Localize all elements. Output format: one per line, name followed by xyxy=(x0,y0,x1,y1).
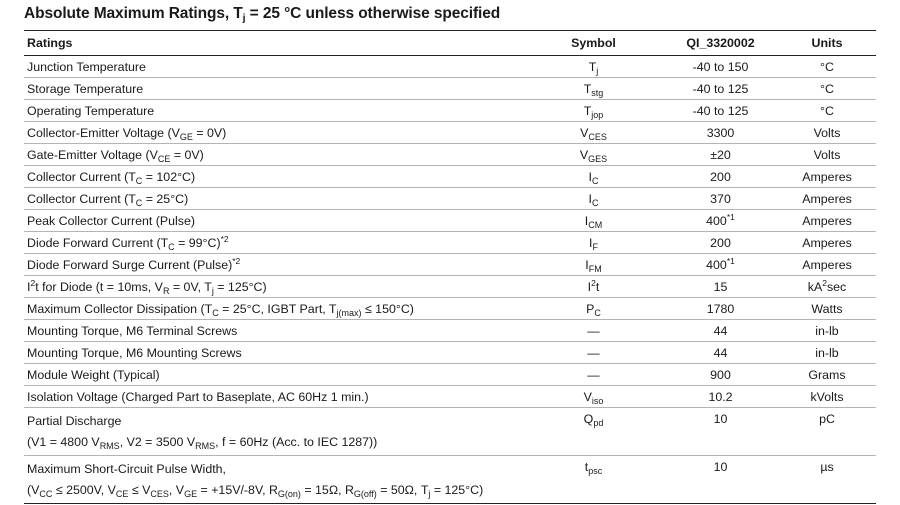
symbol-cell: — xyxy=(521,364,663,386)
rating-cell: Gate-Emitter Voltage $(V_{CE} = 0V)$ xyxy=(24,144,521,166)
symbol-cell: $T_{stg}$ xyxy=(521,78,663,100)
symbol-cell: $Q_{pd}$ xyxy=(521,408,663,456)
unit-cell: °C xyxy=(775,100,876,122)
rating-cell: Peak Collector Current (Pulse) xyxy=(24,210,521,232)
symbol-cell: $I_{CM}$ xyxy=(521,210,663,232)
symbol-cell: $I_C$ xyxy=(521,166,663,188)
table-row xyxy=(24,456,876,504)
table-row xyxy=(24,78,876,100)
table-row xyxy=(24,232,876,254)
value-cell: 200 xyxy=(663,166,775,188)
symbol-cell: $V_{GES}$ xyxy=(521,144,663,166)
header-row xyxy=(24,31,876,56)
symbol-cell: $T_j$ xyxy=(521,56,663,78)
rating-cell: Collector-Emitter Voltage $(V_{GE} = 0V)$ xyxy=(24,122,521,144)
table-row xyxy=(24,122,876,144)
value-cell: -40 to 125 xyxy=(663,100,775,122)
absolute-maximum-ratings-table xyxy=(24,30,876,504)
unit-cell: in-lb xyxy=(775,320,876,342)
symbol-cell: $V_{iso}$ xyxy=(521,386,663,408)
table-row xyxy=(24,386,876,408)
table-row xyxy=(24,56,876,78)
rating-cell: Mounting Torque, M6 Mounting Screws xyxy=(24,342,521,364)
value-cell: -40 to 150 xyxy=(663,56,775,78)
symbol-cell: $T_{jop}$ xyxy=(521,100,663,122)
unit-cell: $kA^2\sec$ xyxy=(775,276,876,298)
table-row xyxy=(24,166,876,188)
unit-cell: °C xyxy=(775,78,876,100)
table-row xyxy=(24,364,876,386)
unit-cell: Watts xyxy=(775,298,876,320)
title-suffix: = 25 °C unless otherwise specified xyxy=(245,5,501,22)
column-header-symbol: Symbol xyxy=(521,31,663,56)
value-cell: 400$^{*1}$ xyxy=(663,254,775,276)
rating-cell: Mounting Torque, M6 Terminal Screws xyxy=(24,320,521,342)
title-text: Absolute Maximum Ratings, T xyxy=(24,5,243,22)
value-cell: 3300 xyxy=(663,122,775,144)
table-row xyxy=(24,408,876,456)
unit-cell: °C xyxy=(775,56,876,78)
unit-cell: Amperes xyxy=(775,166,876,188)
table-row xyxy=(24,188,876,210)
unit-cell: Volts xyxy=(775,144,876,166)
symbol-cell: $I_F$ xyxy=(521,232,663,254)
table-row xyxy=(24,298,876,320)
unit-cell: µs xyxy=(775,456,876,504)
rating-cell: Diode Forward Surge Current (Pulse)$^{*2}$ xyxy=(24,254,521,276)
value-cell: ±20 xyxy=(663,144,775,166)
table-title xyxy=(24,5,500,23)
value-cell: 400$^{*1}$ xyxy=(663,210,775,232)
rating-cell: Junction Temperature xyxy=(24,56,521,78)
value-cell: 200 xyxy=(663,232,775,254)
value-cell: -40 to 125 xyxy=(663,78,775,100)
value-cell: 10 xyxy=(663,456,775,504)
rating-cell: $I^2t$ for Diode (t = 10ms, $V_R = 0V$, $T_j = 125^\circ C$) xyxy=(24,276,521,298)
unit-cell: Amperes xyxy=(775,210,876,232)
symbol-cell: $P_C$ xyxy=(521,298,663,320)
value-cell: 44 xyxy=(663,320,775,342)
table-body xyxy=(24,56,876,504)
value-cell: 900 xyxy=(663,364,775,386)
symbol-cell: $I_{FM}$ xyxy=(521,254,663,276)
unit-cell: Amperes xyxy=(775,188,876,210)
column-header-part-number: QI_3320002 xyxy=(663,31,775,56)
unit-cell: in-lb xyxy=(775,342,876,364)
table-row xyxy=(24,254,876,276)
unit-cell: Volts xyxy=(775,122,876,144)
value-cell: 370 xyxy=(663,188,775,210)
table-row xyxy=(24,320,876,342)
rating-cell: Module Weight (Typical) xyxy=(24,364,521,386)
rating-cell: Partial Discharge (V1 = 4800 $V_{RMS}$, V2 = 3500 $V_{RMS}$, f = 60Hz (Acc. to IEC 1287)) xyxy=(24,408,521,456)
table-row xyxy=(24,100,876,122)
table-row xyxy=(24,276,876,298)
unit-cell: Amperes xyxy=(775,254,876,276)
title-subscript: j xyxy=(242,12,246,24)
table-row xyxy=(24,342,876,364)
column-header-units: Units xyxy=(775,31,876,56)
unit-cell: Grams xyxy=(775,364,876,386)
rating-cell: Storage Temperature xyxy=(24,78,521,100)
column-header-ratings: Ratings xyxy=(24,31,521,56)
value-cell: 44 xyxy=(663,342,775,364)
symbol-cell: — xyxy=(521,320,663,342)
table-row xyxy=(24,144,876,166)
rating-cell: Maximum Collector Dissipation ($T_C = 25^\circ C$, IGBT Part, $T_{j(max)} \le 150^\circ C$) xyxy=(24,298,521,320)
unit-cell: Amperes xyxy=(775,232,876,254)
value-cell: 10.2 xyxy=(663,386,775,408)
rating-cell: Operating Temperature xyxy=(24,100,521,122)
symbol-cell: $I^2t$ xyxy=(521,276,663,298)
symbol-cell: $t_{psc}$ xyxy=(521,456,663,504)
unit-cell: pC xyxy=(775,408,876,456)
value-cell: 15 xyxy=(663,276,775,298)
symbol-cell: $V_{CES}$ xyxy=(521,122,663,144)
value-cell: 10 xyxy=(663,408,775,456)
rating-cell: Isolation Voltage (Charged Part to Baseplate, AC 60Hz 1 min.) xyxy=(24,386,521,408)
symbol-cell: — xyxy=(521,342,663,364)
rating-cell: Collector Current $(T_C = 25^\circ C)$ xyxy=(24,188,521,210)
symbol-cell: $I_C$ xyxy=(521,188,663,210)
rating-cell: Diode Forward Current $(T_C = 99^\circ C)^{*2}$ xyxy=(24,232,521,254)
rating-cell: Maximum Short-Circuit Pulse Width, ($V_{CC} \le 2500V$, $V_{CE} \le V_{CES}$, $V_{GE} = +15V/-8V$, $R_{G(on)} = 15\Omega$, $R_{G(off)} = 50\Omega$, $T_j = 125^\circ C$) xyxy=(24,456,521,504)
value-cell: 1780 xyxy=(663,298,775,320)
unit-cell: kVolts xyxy=(775,386,876,408)
rating-cell: Collector Current $(T_C = 102^\circ C)$ xyxy=(24,166,521,188)
table-row xyxy=(24,210,876,232)
